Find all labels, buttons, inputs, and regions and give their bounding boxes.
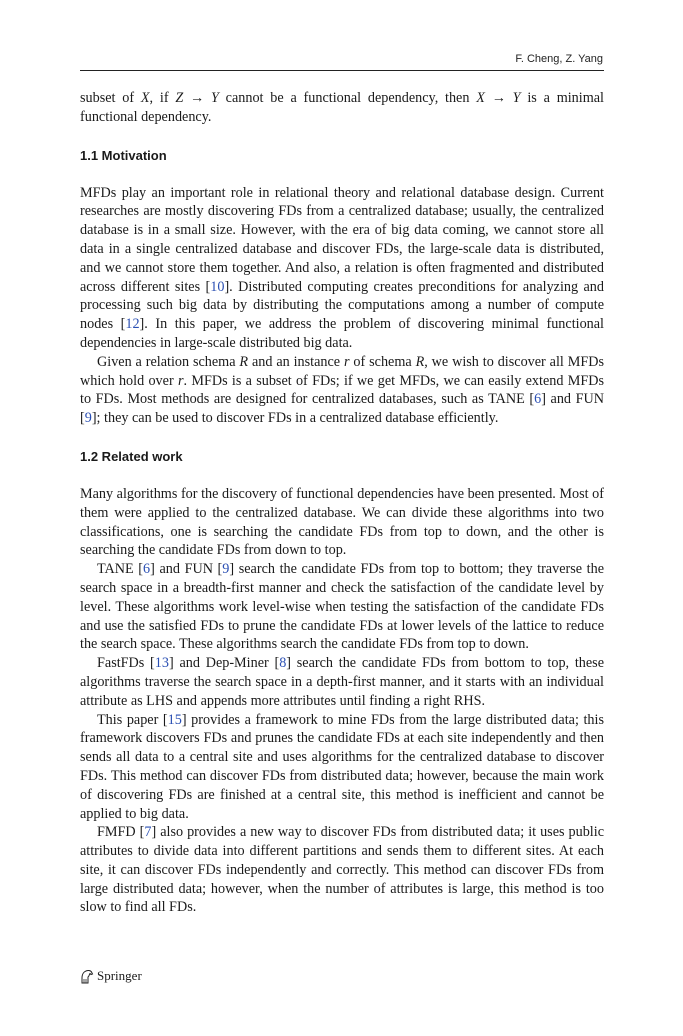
- footer: [80, 968, 142, 984]
- related-paragraph-5: FMFD [7] also provides a new way to discover FDs from distributed data; it uses public attributes to divide data into different partitions and sends them to different sites. At each site, it can discover FDs independently and correctly. This method can discover FDs from large distributed data; however, when the number of attributes is large, this method is too slow to find all FDs.: [80, 824, 604, 916]
- springer-horse-icon: [80, 969, 94, 984]
- citation-link[interactable]: 7: [144, 824, 152, 841]
- header-rule: [80, 70, 604, 71]
- citation-link[interactable]: 9: [222, 561, 230, 578]
- math-z-to-y: Z → Y: [175, 90, 219, 106]
- math-x: X: [140, 90, 150, 106]
- citation-link[interactable]: 15: [167, 711, 182, 728]
- citation-link[interactable]: 9: [84, 410, 92, 427]
- related-paragraph-2: TANE [6] and FUN [9] search the candidate FDs from top to bottom; they traverse the search space in a breadth-first manner and check the satisfaction of the candidate level by level. These algorithms work level-wise when testing the satisfaction of the candidate FDs and use the satisfied FDs to prune the candidate FDs at lower levels of the lattice to reduce the search space. These algorithms search the candidate FDs from top to down.: [80, 561, 604, 653]
- citation-link[interactable]: 12: [125, 316, 140, 333]
- math-x-to-y: X → Y: [476, 90, 521, 106]
- citation-link[interactable]: 6: [534, 391, 542, 408]
- section-heading-motivation: 1.1 Motivation: [80, 147, 167, 163]
- motivation-paragraph-1: MFDs play an important role in relational theory and relational database design. Current researches are mostly discovering FDs from a centralized database; usually, the centralized database is in a small size. However, with the era of big data coming, we cannot store all data in a single centralized database and discover FDs, the large-scale data is distributed, and we cannot store them together. And also, a relation is often fragmented and distributed across different sites [10]. Distributed computing creates preconditions for analyzing and processing such big data by distributing the computations among a number of compute nodes [12]. In this paper, we address the problem of discovering minimal functional dependencies in large-scale distributed big data.: [80, 184, 604, 351]
- citation-link[interactable]: 6: [143, 561, 151, 578]
- related-paragraph-4: This paper [15] provides a framework to mine FDs from the large distributed data; this framework discovers FDs and prunes the candidate FDs at each site independently and then sends all data to a central site and uses algorithms for the centralized database to discover FDs. This method can discover FDs from distributed data; however, because the main work of discovering FDs are finished at a central site, this method is inefficient and cannot be applied to big data.: [80, 711, 604, 822]
- body-text: [80, 89, 604, 917]
- citation-link[interactable]: 13: [154, 655, 169, 672]
- related-paragraph-1: Many algorithms for the discovery of functional dependencies have been presented. Most of them were applied to the centralized database. We can divide these algorithms into two classifications, one is searching the candidate FDs from top to down, and the other is searching the candidate FDs from down to top.: [80, 485, 604, 559]
- section-heading-related-work: 1.2 Related work: [80, 448, 183, 464]
- publisher-name: Springer: [97, 968, 142, 983]
- intro-paragraph: subset of X, if Z → Y cannot be a functional dependency, then X → Y is a minimal functional dependency.: [80, 90, 604, 125]
- citation-link[interactable]: 8: [279, 655, 287, 672]
- related-paragraph-3: FastFDs [13] and Dep-Miner [8] search the candidate FDs from bottom to top, these algorithms traverse the search space in a depth-first manner, and it starts with an individual attribute as LHS and appends more attributes until finding a right RHS.: [80, 655, 604, 709]
- running-head: F. Cheng, Z. Yang: [515, 53, 603, 65]
- citation-link[interactable]: 10: [210, 278, 225, 295]
- motivation-paragraph-2: Given a relation schema R and an instance r of schema R, we wish to discover all MFDs which hold over r. MFDs is a subset of FDs; if we get MFDs, we can easily extend MFDs to FDs. Most methods are designed for centralized databases, such as TANE [6] and FUN [9]; they can be used to discover FDs in a centralized database efficiently.: [80, 353, 605, 427]
